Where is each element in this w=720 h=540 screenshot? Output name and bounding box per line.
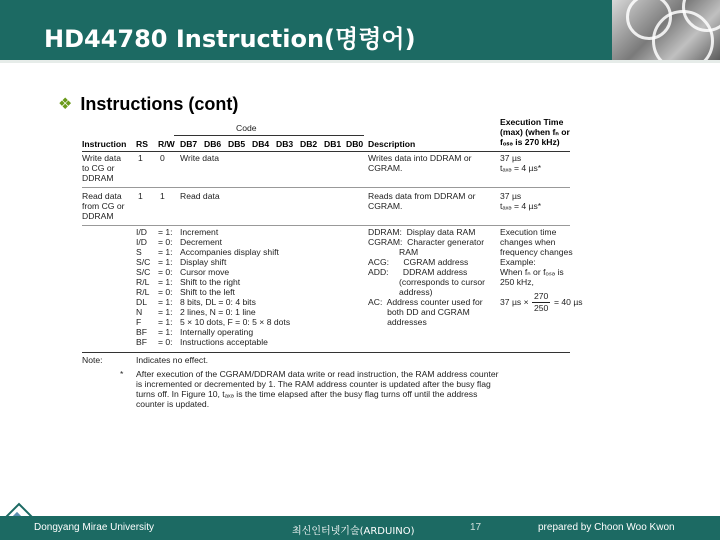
row1-code: Write data [180, 153, 220, 163]
legend-eq: = 0: [158, 287, 173, 297]
ram-desc: AC: Address counter used for [368, 297, 483, 307]
instruction-table [82, 118, 602, 424]
formula-denominator: 250 [534, 303, 549, 313]
note-label: Note: [82, 355, 103, 365]
col-header-rw: R/W [158, 139, 175, 149]
ram-desc: ADD: DDRAM address [368, 267, 468, 277]
legend-eq: = 0: [158, 337, 173, 347]
notes-rule [82, 352, 570, 353]
exec-header-line: (max) (when fₙ or [500, 127, 570, 137]
legend-meaning: 2 lines, N = 0: 1 line [180, 307, 256, 317]
footer-university: Dongyang Mirae University [34, 522, 155, 533]
legend-symbol: R/L [136, 277, 150, 287]
col-header-db1: DB1 [324, 139, 342, 149]
exec-note: changes when [500, 237, 556, 247]
legend-symbol: I/D [136, 227, 147, 237]
row2-instruction: from CG or [82, 201, 125, 211]
legend-symbol: S [136, 247, 142, 257]
footer-author: prepared by Choon Woo Kwon [538, 522, 675, 533]
exec-note: Execution time [500, 227, 557, 237]
row2-exec: 37 µs [500, 191, 522, 201]
legend-meaning: 5 × 10 dots, F = 0: 5 × 8 dots [180, 317, 291, 327]
exec-header-line: Execution Time [500, 117, 564, 127]
row1-instruction: DDRAM [82, 173, 114, 183]
legend-eq: = 1: [158, 307, 173, 317]
row2-exec: tₐₓₔ = 4 µs* [500, 201, 542, 211]
ram-desc: CGRAM: Character generator [368, 237, 485, 247]
footer-course: 최신인터넷기술(ARDUINO) [292, 526, 415, 537]
row1-rw: 0 [160, 153, 165, 163]
formula-prefix: 37 µs × [500, 297, 529, 307]
ram-desc: (corresponds to cursor [368, 277, 486, 287]
legend-symbol: BF [136, 327, 147, 337]
legend-eq: = 1: [158, 257, 173, 267]
bullet-item [58, 94, 238, 115]
col-header-rs: RS [136, 139, 148, 149]
col-header-db4: DB4 [252, 139, 270, 149]
exec-note: When fₙ or fₒₛₔ is [500, 267, 564, 277]
header-separator [0, 60, 720, 63]
legend-meaning: Accompanies display shift [180, 247, 279, 257]
footer-page-number: 17 [470, 522, 482, 533]
legend-meaning: Instructions acceptable [180, 337, 268, 347]
legend-meaning: Display shift [180, 257, 227, 267]
legend-symbol: R/L [136, 287, 150, 297]
col-header-db5: DB5 [228, 139, 246, 149]
formula-result: = 40 µs [554, 297, 583, 307]
row2-rw: 1 [160, 191, 165, 201]
row1-instruction: to CG or [82, 163, 115, 173]
code-underline [174, 135, 364, 136]
ram-desc: both DD and CGRAM [368, 307, 470, 317]
legend-eq: = 1: [158, 327, 173, 337]
footnote-line: turns off. In Figure 10, tₐₓₔ is the time elapsed after the busy flag turns off until the address [136, 389, 478, 399]
legend-symbol: S/C [136, 267, 151, 277]
row2-instruction: DDRAM [82, 211, 114, 221]
code-label: Code [236, 123, 257, 133]
header-decoration-image [612, 0, 720, 60]
col-header-instruction: Instruction [82, 139, 127, 149]
legend-eq: = 1: [158, 227, 173, 237]
footnote-mark: * [120, 369, 124, 379]
legend-meaning: 8 bits, DL = 0: 4 bits [180, 297, 256, 307]
footnote-line: After execution of the CGRAM/DDRAM data write or read instruction, the RAM address counter [136, 369, 499, 379]
legend-symbol: N [136, 307, 143, 317]
ram-desc: address) [368, 287, 433, 297]
ram-desc: ACG: CGRAM address [368, 257, 469, 267]
legend-meaning: Shift to the right [180, 277, 241, 287]
legend-symbol: BF [136, 337, 147, 347]
legend-eq: = 1: [158, 297, 173, 307]
row-rule [82, 225, 570, 226]
page-title: HD44780 Instruction(명령어) [44, 25, 416, 53]
row-rule [82, 187, 570, 188]
formula-numerator: 270 [534, 291, 549, 301]
exec-note: Example: [500, 257, 536, 267]
col-header-db2: DB2 [300, 139, 318, 149]
footnote-line: is incremented or decremented by 1. The RAM address counter is updated after the busy flag [136, 379, 491, 389]
col-header-db3: DB3 [276, 139, 294, 149]
exec-header-line: fₒₛₔ is 270 kHz) [500, 137, 560, 147]
diamond-bullet-icon: ❖ [58, 95, 73, 113]
col-header-db0: DB0 [346, 139, 364, 149]
row1-instruction: Write data [82, 153, 122, 163]
exec-note: 250 kHz, [500, 277, 534, 287]
legend-meaning: Internally operating [180, 327, 254, 337]
col-header-db6: DB6 [204, 139, 222, 149]
legend-eq: = 1: [158, 247, 173, 257]
row2-code: Read data [180, 191, 220, 201]
note-text: Indicates no effect. [136, 355, 208, 365]
col-header-db7: DB7 [180, 139, 198, 149]
row2-description: CGRAM. [368, 201, 403, 211]
footer-bar [0, 516, 720, 540]
legend-symbol: DL [136, 297, 147, 307]
col-header-description: Description [368, 139, 416, 149]
footnote-line: counter is updated. [136, 399, 210, 409]
bullet-text: Instructions (cont) [80, 94, 239, 114]
ram-desc: DDRAM: Display data RAM [368, 227, 476, 237]
legend-meaning: Decrement [180, 237, 223, 247]
row1-rs: 1 [138, 153, 143, 163]
exec-note: frequency changes [500, 247, 573, 257]
legend-symbol: I/D [136, 237, 147, 247]
legend-meaning: Increment [180, 227, 219, 237]
header-rule [82, 151, 570, 152]
legend-meaning: Cursor move [180, 267, 230, 277]
legend-eq: = 1: [158, 277, 173, 287]
legend-meaning: Shift to the left [180, 287, 235, 297]
row2-description: Reads data from DDRAM or [368, 191, 476, 201]
legend-eq: = 0: [158, 237, 173, 247]
legend-eq: = 1: [158, 317, 173, 327]
ram-desc: RAM [368, 247, 419, 257]
row1-description: Writes data into DDRAM or [368, 153, 472, 163]
legend-eq: = 0: [158, 267, 173, 277]
ram-desc: addresses [368, 317, 427, 327]
row2-rs: 1 [138, 191, 143, 201]
row1-description: CGRAM. [368, 163, 403, 173]
legend-symbol: F [136, 317, 142, 327]
row1-exec: 37 µs [500, 153, 522, 163]
row2-instruction: Read data [82, 191, 122, 201]
legend-symbol: S/C [136, 257, 151, 267]
title-bar [0, 0, 720, 60]
row1-exec: tₐₓₔ = 4 µs* [500, 163, 542, 173]
